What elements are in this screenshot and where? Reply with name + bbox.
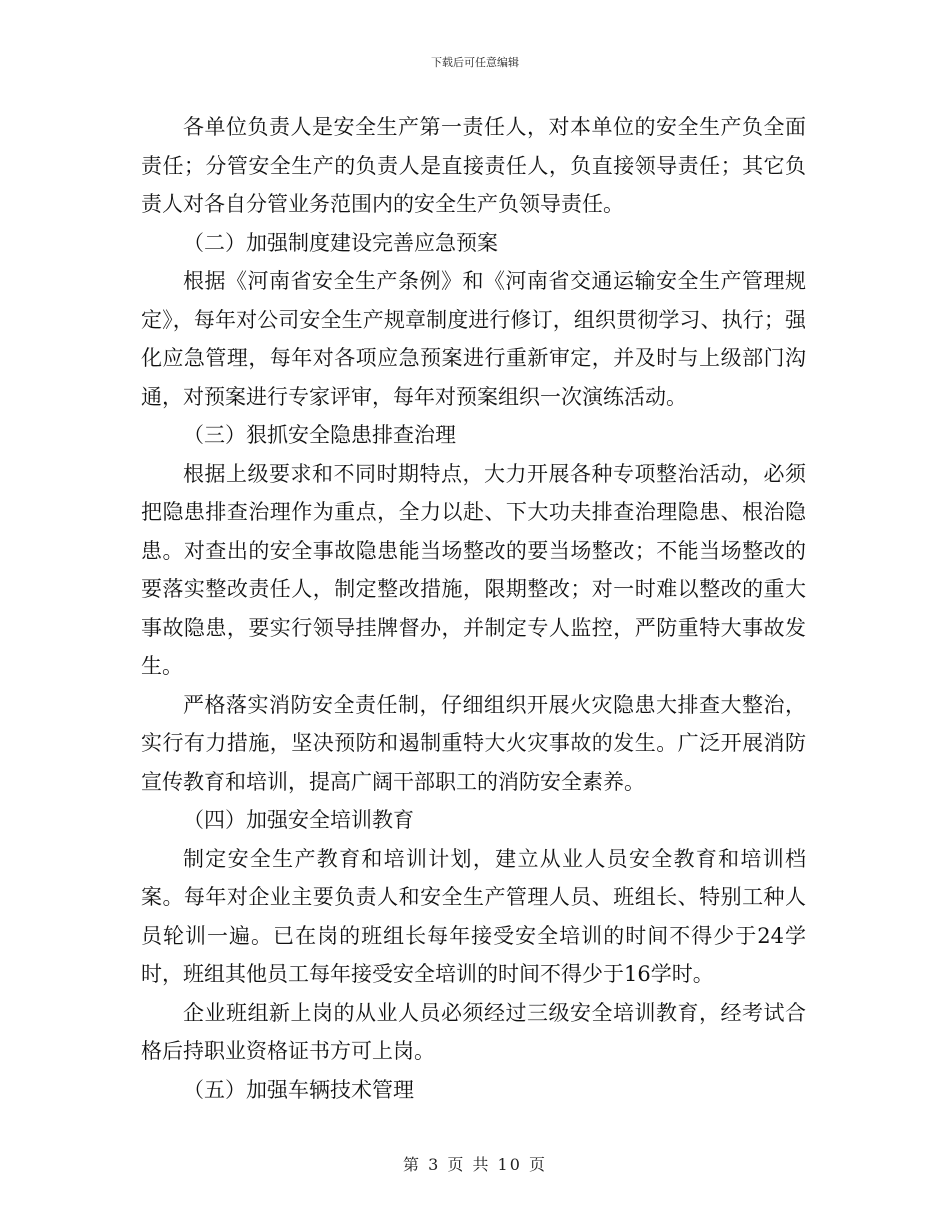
section-heading-5: （五）加强车辆技术管理	[183, 1077, 414, 1102]
paragraph-regulations: 根据《河南省安全生产条例》和《河南省交通运输安全生产管理规定》，每年对公司安全生产规章制度进行修订，组织贯彻学习、执行；强化应急管理，每年对各项应急预案进行重新审定，并及时与上级部门沟通，对预案进行专家评审，每年对预案组织一次演练活动。	[141, 269, 806, 409]
paragraph-responsibility: 各单位负责人是安全生产第一责任人，对本单位的安全生产负全面责任；分管安全生产的负责人是直接责任人，负直接领导责任；其它负责人对各自分管业务范围内的安全生产负领导责任。	[141, 115, 806, 216]
section-heading-3: （三）狠抓安全隐患排查治理	[183, 423, 456, 447]
section-heading-2: （二）加强制度建设完善应急预案	[183, 230, 498, 255]
paragraph-fire-safety: 严格落实消防安全责任制，仔细组织开展火灾隐患大排查大整治，实行有力措施，坚决预防和遏制重特大火灾事故的发生。广泛开展消防宣传教育和培训，提高广阔干部职工的消防安全素养。	[141, 692, 806, 794]
paragraph-training-plan: 制定安全生产教育和培训计划，建立从业人员安全教育和培训档案。每年对企业主要负责人和安全生产管理人员、班组长、特别工种人员轮训一遍。已在岗的班组长每年接受安全培训的时间不得少于24学时，班组其他员工每年接受安全培训的时间不得少于16学时。	[141, 846, 806, 986]
section-heading-4: （四）加强安全培训教育	[183, 808, 414, 832]
paragraph-new-staff: 企业班组新上岗的从业人员必须经过三级安全培训教育，经考试合格后持职业资格证书方可上岗。	[141, 1000, 806, 1063]
page-footer: 第 3 页 共 10 页	[403, 1155, 547, 1174]
document-body	[141, 108, 806, 1109]
page-header: 下载后可任意编辑	[431, 56, 519, 69]
paragraph-hazard-inspection: 根据上级要求和不同时期特点，大力开展各种专项整治活动，必须把隐患排查治理作为重点，全力以赴、下大功夫排查治理隐患、根治隐患。对查出的安全事故隐患能当场整改的要当场整改；不能当场整改的要落实整改责任人，制定整改措施，限期整改；对一时难以整改的重大事故隐患，要实行领导挂牌督办，并制定专人监控，严防重特大事故发生。	[141, 461, 806, 678]
